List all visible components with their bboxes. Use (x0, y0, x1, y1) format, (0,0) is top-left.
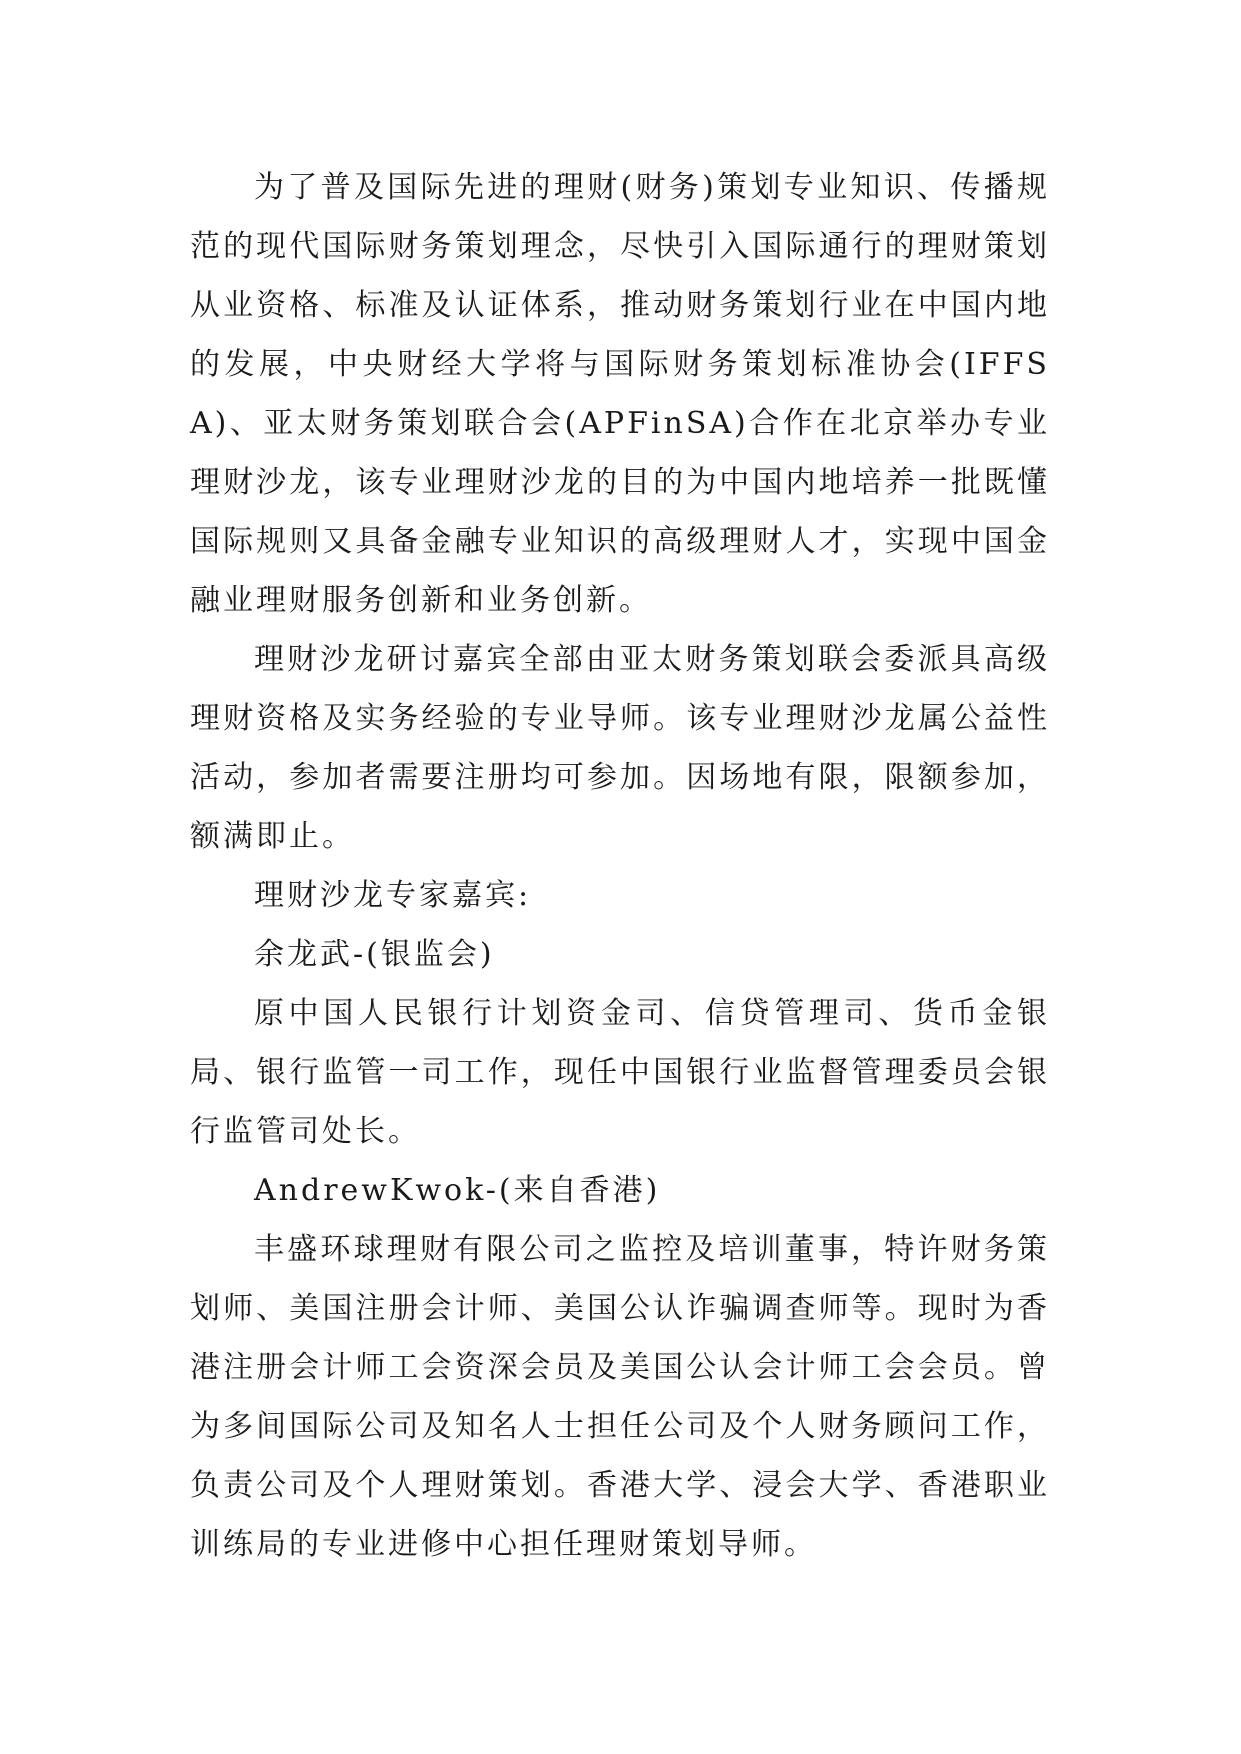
expert-guests-heading: 理财沙龙专家嘉宾: (254, 878, 532, 913)
guest-bio-2: 丰盛环球理财有限公司之监控及培训董事，特许财务策划师、美国注册会计师、美国公认诈骗调查师等。现时为香港注册会计师工会资深会员及美国公认会计师工会会员。曾为多间国际公司及知名人士担任公司及个人财务顾问工作，负责公司及个人理财策划。香港大学、浸会大学、香港职业训练局的专业进修中心担任理财策划导师。 (190, 1232, 1050, 1562)
guest-bio-1: 原中国人民银行计划资金司、信贷管理司、货币金银局、银行监管一司工作，现任中国银行业监督管理委员会银行监管司处长。 (190, 996, 1050, 1149)
document-body (190, 158, 1050, 1574)
intro-paragraph: 为了普及国际先进的理财(财务)策划专业知识、传播规范的现代国际财务策划理念，尽快引入国际通行的理财策划从业资格、标准及认证体系，推动财务策划行业在中国内地的发展，中央财经大学将与国际财务策划标准协会(IFFSA)、亚太财务策划联合会(APFinSA)合作在北京举办专业理财沙龙，该专业理财沙龙的目的为中国内地培养一批既懂国际规则又具备金融专业知识的高级理财人才，实现中国金融业理财服务创新和业务创新。 (190, 170, 1050, 618)
guests-paragraph: 理财沙龙研讨嘉宾全部由亚太财务策划联会委派具高级理财资格及实务经验的专业导师。该专业理财沙龙属公益性活动，参加者需要注册均可参加。因场地有限，限额参加，额满即止。 (190, 642, 1050, 854)
guest-name-2: AndrewKwok-(来自香港) (254, 1173, 661, 1208)
guest-name-1: 余龙武-(银监会) (254, 937, 495, 972)
